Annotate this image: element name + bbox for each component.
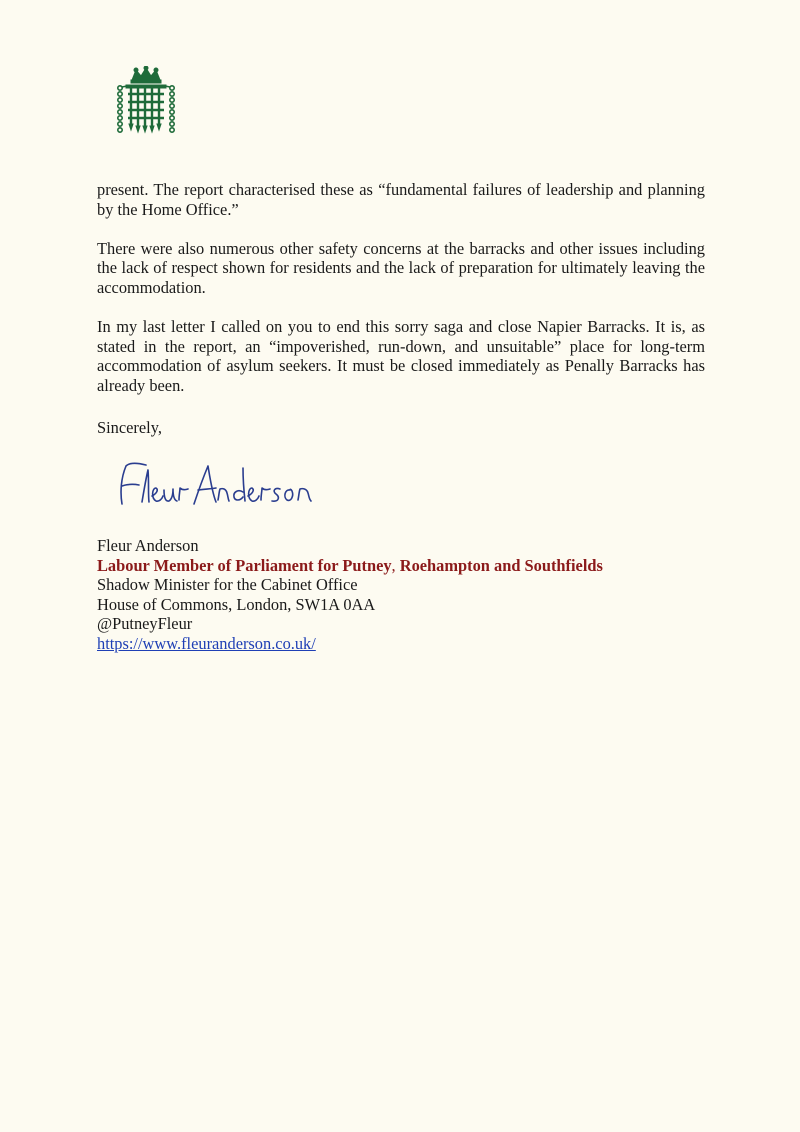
sender-position: Shadow Minister for the Cabinet Office: [97, 575, 358, 595]
sender-website-link[interactable]: https://www.fleuranderson.co.uk/: [97, 633, 316, 653]
sender-name: Fleur Anderson: [97, 536, 199, 555]
body-paragraph: present. The report characterised these as “fundamental failures of leadership and planning by the Home Office.”: [97, 180, 705, 219]
portcullis-icon: [114, 66, 178, 136]
sender-address: House of Commons, London, SW1A 0AA: [97, 594, 376, 614]
sender-role: [97, 556, 603, 576]
sender-role-constituency: Labour Member of Parliament for Putney: [97, 555, 392, 575]
handwritten-signature: [108, 452, 328, 522]
body-paragraph: There were also numerous other safety concerns at the barracks and other issues including the lack of respect shown for residents and the lack of preparation for ultimately leaving the accommodation.: [97, 238, 705, 297]
sender-twitter-handle: @PutneyFleur: [97, 614, 193, 634]
letter-body: [97, 180, 705, 415]
closing-salutation: Sincerely,: [97, 418, 162, 437]
body-paragraph: In my last letter I called on you to end this sorry saga and close Napier Barracks. It is, as stated in the report, an “impoverished, run-down, and unsuitable” place for long-term accommodation of asylum seekers. It must be closed immediately as Penally Barracks has already been.: [97, 317, 705, 395]
sender-role-areas: Roehampton and Southfields: [399, 555, 603, 575]
sender-role-separator: ,: [391, 555, 400, 575]
sender-details: [97, 536, 603, 654]
